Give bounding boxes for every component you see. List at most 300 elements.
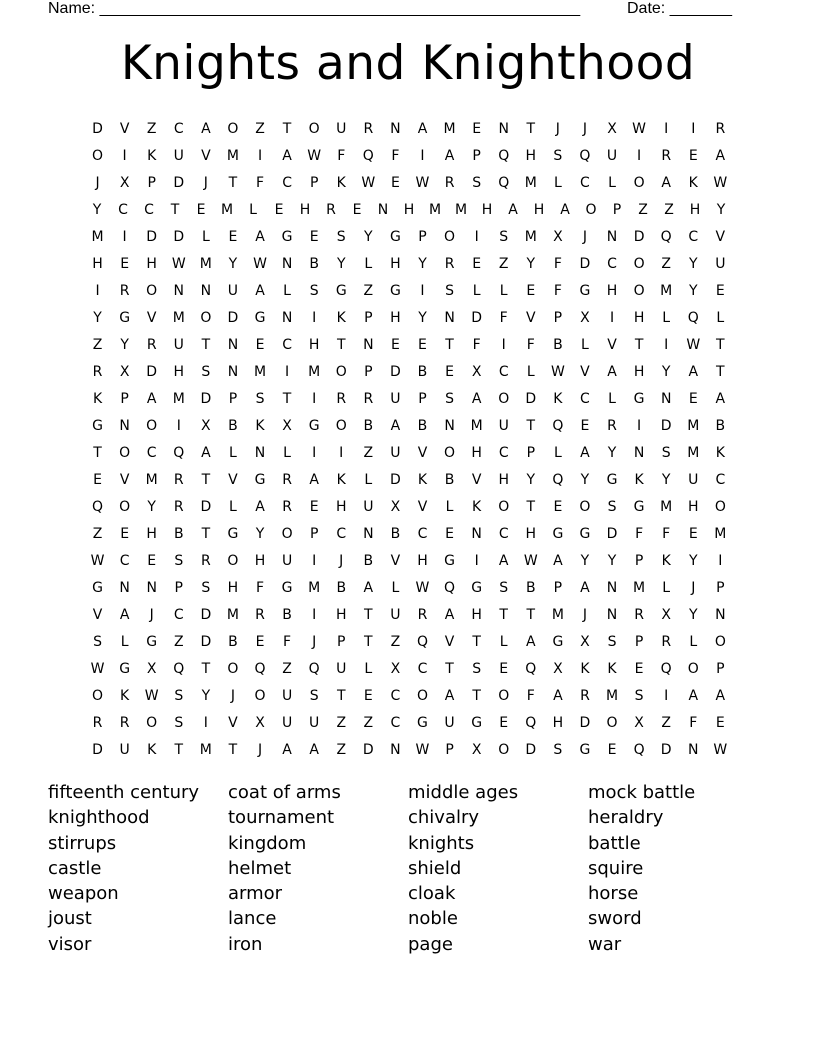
grid-row bbox=[84, 439, 734, 466]
grid-letter: L bbox=[553, 444, 562, 461]
grid-letter: C bbox=[144, 201, 154, 218]
grid-letter: Z bbox=[638, 201, 648, 218]
grid-letter: I bbox=[664, 336, 669, 353]
grid-letter: X bbox=[471, 363, 482, 380]
grid-letter: F bbox=[255, 174, 265, 191]
grid-letter: M bbox=[91, 228, 104, 245]
grid-letter: B bbox=[228, 633, 238, 650]
grid-letter: M bbox=[687, 417, 700, 434]
grid-letter: A bbox=[715, 687, 726, 704]
grid-letter: F bbox=[526, 336, 535, 353]
grid-letter: S bbox=[634, 687, 644, 704]
grid-letter: M bbox=[145, 471, 158, 488]
grid-letter: N bbox=[606, 579, 618, 596]
grid-letter: I bbox=[501, 336, 506, 353]
grid-letter: Y bbox=[92, 201, 102, 218]
grid-letter: O bbox=[308, 120, 320, 137]
word-list-item: weapon bbox=[48, 883, 119, 905]
grid-letter: N bbox=[498, 120, 509, 137]
grid-letter: A bbox=[390, 417, 401, 434]
grid-letter: G bbox=[444, 552, 455, 569]
grid-letter: M bbox=[226, 606, 239, 623]
grid-letter: R bbox=[715, 120, 726, 137]
grid-letter: A bbox=[715, 147, 726, 164]
grid-letter: T bbox=[336, 687, 346, 704]
grid-letter: R bbox=[661, 633, 672, 650]
grid-letter: L bbox=[229, 444, 237, 461]
grid-letter: C bbox=[390, 714, 401, 731]
grid-letter: E bbox=[93, 471, 102, 488]
grid-letter: Q bbox=[552, 471, 564, 488]
grid-letter: E bbox=[472, 120, 482, 137]
grid-letter: A bbox=[508, 201, 518, 218]
grid-letter: T bbox=[201, 660, 211, 677]
grid-letter: E bbox=[120, 255, 130, 272]
grid-letter: S bbox=[174, 687, 184, 704]
grid-letter: E bbox=[390, 174, 400, 191]
grid-letter: O bbox=[227, 660, 239, 677]
word-list-item: mock battle bbox=[588, 782, 696, 803]
grid-letter: E bbox=[274, 201, 284, 218]
grid-letter: W bbox=[171, 255, 186, 272]
grid-letter: S bbox=[336, 228, 346, 245]
grid-letter: M bbox=[524, 174, 537, 191]
grid-letter: U bbox=[390, 444, 401, 461]
grid-row bbox=[84, 655, 734, 682]
grid-letter: N bbox=[444, 417, 455, 434]
grid-letter: P bbox=[364, 363, 373, 380]
grid-letter: H bbox=[552, 714, 564, 731]
grid-letter: Y bbox=[688, 255, 698, 272]
grid-letter: G bbox=[308, 417, 320, 434]
grid-row bbox=[84, 466, 734, 493]
grid-letter: L bbox=[689, 633, 698, 650]
grid-letter: J bbox=[95, 174, 100, 191]
grid-letter: X bbox=[607, 120, 617, 137]
grid-letter: D bbox=[200, 390, 212, 407]
grid-letter: R bbox=[326, 201, 336, 218]
grid-letter: B bbox=[336, 579, 347, 596]
grid-letter: D bbox=[200, 498, 212, 515]
grid-letter: G bbox=[389, 282, 401, 299]
grid-letter: Q bbox=[362, 147, 374, 164]
grid-letter: O bbox=[119, 498, 131, 515]
grid-letter: J bbox=[149, 606, 154, 623]
grid-letter: Y bbox=[661, 363, 671, 380]
grid-letter: T bbox=[282, 120, 292, 137]
grid-letter: N bbox=[119, 417, 130, 434]
grid-letter: K bbox=[472, 498, 482, 515]
header bbox=[48, 0, 748, 20]
grid-letter: A bbox=[607, 363, 617, 380]
date-field-label: Date: _______ bbox=[627, 0, 732, 17]
grid-letter: C bbox=[146, 444, 157, 461]
grid-letter: V bbox=[119, 120, 130, 137]
grid-letter: Z bbox=[92, 525, 103, 542]
grid-letter: Q bbox=[444, 579, 456, 596]
grid-letter: Y bbox=[418, 255, 427, 272]
grid-row bbox=[84, 628, 734, 655]
grid-letter: H bbox=[417, 552, 428, 569]
grid-letter: H bbox=[687, 498, 699, 515]
grid-letter: P bbox=[716, 579, 725, 596]
grid-letter: P bbox=[418, 390, 427, 407]
grid-letter: N bbox=[227, 363, 239, 380]
word-list-item: joust bbox=[48, 908, 92, 930]
grid-letter: T bbox=[445, 336, 454, 353]
grid-letter: S bbox=[553, 147, 563, 164]
grid-letter: I bbox=[122, 147, 127, 164]
grid-letter: A bbox=[146, 390, 157, 407]
word-list-item: castle bbox=[48, 857, 102, 879]
grid-letter: N bbox=[281, 309, 293, 326]
grid-letter: O bbox=[444, 444, 456, 461]
grid-letter: D bbox=[660, 741, 672, 758]
grid-letter: L bbox=[662, 309, 671, 326]
grid-letter: S bbox=[445, 282, 454, 299]
word-list-item: middle ages bbox=[408, 782, 519, 803]
grid-letter: P bbox=[228, 390, 238, 407]
grid-letter: N bbox=[606, 228, 618, 245]
grid-letter: M bbox=[714, 525, 727, 542]
grid-letter: F bbox=[553, 255, 562, 272]
grid-letter: L bbox=[608, 174, 616, 191]
grid-letter: U bbox=[715, 255, 726, 272]
grid-row bbox=[84, 331, 734, 358]
grid-letter: U bbox=[281, 687, 293, 704]
grid-letter: H bbox=[254, 552, 266, 569]
grid-letter: L bbox=[499, 282, 508, 299]
grid-letter: M bbox=[687, 444, 700, 461]
grid-letter: B bbox=[553, 336, 563, 353]
grid-letter: E bbox=[120, 525, 130, 542]
grid-letter: O bbox=[687, 660, 699, 677]
grid-letter: X bbox=[255, 714, 265, 731]
grid-letter: N bbox=[660, 390, 672, 407]
grid-letter: U bbox=[281, 714, 293, 731]
grid-letter: F bbox=[689, 714, 698, 731]
grid-letter: A bbox=[688, 363, 699, 380]
grid-letter: Y bbox=[147, 498, 156, 515]
grid-letter: G bbox=[92, 417, 103, 434]
grid-letter: N bbox=[390, 120, 401, 137]
grid-letter: B bbox=[390, 525, 401, 542]
grid-letter: S bbox=[174, 714, 184, 731]
grid-letter: U bbox=[688, 471, 699, 488]
grid-letter: A bbox=[560, 201, 570, 218]
grid-letter: D bbox=[390, 363, 401, 380]
grid-letter: S bbox=[445, 390, 454, 407]
grid-letter: C bbox=[417, 525, 428, 542]
grid-letter: E bbox=[352, 201, 362, 218]
grid-letter: T bbox=[472, 633, 481, 650]
grid-letter: W bbox=[415, 579, 430, 596]
grid-letter: A bbox=[444, 606, 455, 623]
grid-letter: P bbox=[147, 174, 156, 191]
grid-letter: L bbox=[283, 282, 291, 299]
grid-letter: N bbox=[688, 741, 699, 758]
grid-letter: I bbox=[312, 552, 317, 569]
grid-letter: F bbox=[255, 579, 265, 596]
grid-letter: Q bbox=[633, 741, 645, 758]
grid-letter: E bbox=[688, 390, 698, 407]
grid-letter: E bbox=[147, 552, 157, 569]
grid-letter: E bbox=[255, 633, 265, 650]
grid-letter: U bbox=[390, 390, 401, 407]
grid-letter: B bbox=[173, 525, 184, 542]
grid-letter: V bbox=[715, 228, 726, 245]
grid-letter: N bbox=[715, 606, 726, 623]
grid-letter: X bbox=[146, 660, 157, 677]
grid-letter: G bbox=[471, 579, 483, 596]
grid-letter: A bbox=[715, 390, 726, 407]
grid-letter: S bbox=[553, 741, 563, 758]
grid-letter: X bbox=[553, 660, 563, 677]
grid-letter: M bbox=[199, 255, 212, 272]
grid-letter: E bbox=[445, 363, 454, 380]
word-list-item: armor bbox=[228, 883, 283, 905]
grid-letter: A bbox=[282, 147, 292, 164]
grid-row bbox=[84, 520, 734, 547]
grid-letter: D bbox=[579, 714, 591, 731]
grid-letter: W bbox=[550, 363, 565, 380]
grid-letter: V bbox=[580, 363, 590, 380]
grid-letter: W bbox=[523, 552, 538, 569]
grid-letter: R bbox=[282, 471, 292, 488]
grid-letter: I bbox=[691, 120, 696, 137]
grid-letter: R bbox=[336, 390, 347, 407]
word-list-item: chivalry bbox=[408, 807, 480, 829]
word-list-item: sword bbox=[588, 908, 642, 930]
grid-letter: H bbox=[335, 606, 347, 623]
grid-letter: S bbox=[93, 633, 102, 650]
grid-letter: D bbox=[362, 741, 374, 758]
grid-letter: G bbox=[471, 714, 483, 731]
grid-letter: L bbox=[364, 660, 373, 677]
grid-letter: O bbox=[444, 228, 456, 245]
grid-letter: R bbox=[92, 714, 103, 731]
grid-letter: S bbox=[201, 363, 211, 380]
grid-letter: Q bbox=[173, 444, 185, 461]
grid-row bbox=[84, 250, 734, 277]
grid-letter: H bbox=[498, 471, 509, 488]
grid-letter: K bbox=[120, 687, 130, 704]
grid-letter: E bbox=[580, 417, 590, 434]
grid-letter: N bbox=[119, 579, 130, 596]
grid-letter: I bbox=[420, 282, 425, 299]
grid-letter: I bbox=[664, 687, 669, 704]
grid-letter: Y bbox=[526, 471, 536, 488]
grid-letter: W bbox=[90, 552, 105, 569]
grid-letter: E bbox=[499, 714, 509, 731]
grid-row bbox=[84, 682, 734, 709]
grid-letter: Q bbox=[525, 660, 537, 677]
grid-letter: S bbox=[499, 228, 509, 245]
grid-letter: A bbox=[444, 687, 455, 704]
grid-letter: R bbox=[444, 174, 455, 191]
grid-letter: L bbox=[249, 201, 257, 218]
grid-letter: D bbox=[525, 390, 537, 407]
grid-letter: H bbox=[689, 201, 701, 218]
grid-letter: O bbox=[579, 498, 591, 515]
grid-letter: W bbox=[415, 174, 430, 191]
grid-letter: T bbox=[364, 606, 373, 623]
grid-letter: T bbox=[201, 525, 211, 542]
grid-letter: K bbox=[553, 390, 563, 407]
grid-letter: P bbox=[418, 228, 427, 245]
word-list-item: kingdom bbox=[228, 832, 307, 854]
grid-letter: K bbox=[147, 147, 157, 164]
grid-letter: O bbox=[119, 444, 131, 461]
grid-letter: V bbox=[228, 471, 238, 488]
grid-letter: E bbox=[715, 282, 725, 299]
grid-letter: S bbox=[309, 687, 319, 704]
grid-letter: V bbox=[526, 309, 536, 326]
grid-letter: Q bbox=[498, 147, 510, 164]
grid-letter: L bbox=[120, 633, 129, 650]
page-title: Knights and Knighthood bbox=[120, 36, 696, 91]
word-list-item: war bbox=[588, 933, 622, 955]
grid-letter: A bbox=[363, 579, 374, 596]
grid-letter: Q bbox=[660, 660, 672, 677]
grid-letter: L bbox=[229, 498, 237, 515]
grid-letter: K bbox=[607, 660, 617, 677]
grid-row bbox=[84, 736, 734, 763]
grid-letter: W bbox=[713, 174, 728, 191]
grid-letter: V bbox=[92, 606, 103, 623]
word-list-item: heraldry bbox=[588, 807, 664, 829]
grid-letter: Y bbox=[526, 255, 536, 272]
grid-letter: M bbox=[172, 309, 185, 326]
grid-letter: I bbox=[122, 228, 127, 245]
grid-letter: N bbox=[633, 444, 645, 461]
grid-letter: T bbox=[472, 687, 481, 704]
grid-letter: Y bbox=[607, 552, 617, 569]
grid-letter: D bbox=[146, 228, 158, 245]
grid-letter: H bbox=[390, 255, 401, 272]
grid-letter: U bbox=[363, 498, 374, 515]
grid-letter: A bbox=[201, 120, 211, 137]
grid-letter: W bbox=[361, 174, 376, 191]
grid-letter: S bbox=[607, 633, 617, 650]
grid-letter: R bbox=[119, 282, 130, 299]
grid-letter: N bbox=[146, 579, 157, 596]
word-list-item: cloak bbox=[408, 883, 456, 905]
grid-letter: T bbox=[201, 336, 211, 353]
grid-letter: M bbox=[172, 390, 185, 407]
grid-letter: O bbox=[281, 525, 293, 542]
grid-letter: E bbox=[688, 147, 698, 164]
grid-letter: J bbox=[312, 633, 317, 650]
grid-letter: O bbox=[498, 390, 510, 407]
grid-letter: Y bbox=[418, 309, 427, 326]
grid-letter: Y bbox=[201, 687, 211, 704]
grid-letter: Z bbox=[363, 714, 374, 731]
grid-letter: Y bbox=[607, 444, 617, 461]
grid-row bbox=[84, 412, 734, 439]
grid-letter: J bbox=[339, 552, 344, 569]
grid-letter: Y bbox=[255, 525, 265, 542]
grid-letter: J bbox=[582, 120, 588, 137]
grid-letter: V bbox=[471, 471, 482, 488]
grid-letter: E bbox=[255, 336, 265, 353]
grid-letter: T bbox=[228, 741, 238, 758]
grid-letter: T bbox=[499, 606, 508, 623]
word-list-item: coat of arms bbox=[228, 782, 341, 803]
grid-letter: T bbox=[445, 660, 454, 677]
grid-letter: L bbox=[201, 228, 210, 245]
grid-letter: O bbox=[227, 552, 239, 569]
grid-letter: F bbox=[283, 633, 292, 650]
word-list-item: knights bbox=[408, 832, 475, 854]
grid-letter: D bbox=[633, 228, 645, 245]
grid-row bbox=[84, 601, 734, 628]
grid-letter: C bbox=[580, 174, 590, 191]
grid-letter: T bbox=[174, 741, 184, 758]
grid-letter: R bbox=[634, 606, 644, 623]
grid-letter: X bbox=[390, 498, 401, 515]
grid-letter: D bbox=[200, 606, 212, 623]
grid-letter: B bbox=[444, 471, 455, 488]
word-list-item: tournament bbox=[228, 807, 335, 829]
word-list-item: knighthood bbox=[48, 807, 150, 829]
word-list-item: battle bbox=[588, 832, 641, 854]
grid-letter: M bbox=[551, 606, 564, 623]
grid-letter: Z bbox=[498, 255, 509, 272]
grid-letter: I bbox=[420, 147, 425, 164]
grid-letter: K bbox=[255, 417, 265, 434]
grid-letter: E bbox=[418, 336, 427, 353]
grid-letter: N bbox=[390, 741, 401, 758]
grid-letter: Q bbox=[498, 174, 510, 191]
grid-letter: Q bbox=[525, 714, 537, 731]
word-search-grid bbox=[84, 115, 734, 763]
grid-letter: Y bbox=[364, 228, 373, 245]
grid-letter: S bbox=[201, 579, 211, 596]
grid-letter: C bbox=[498, 363, 509, 380]
grid-letter: W bbox=[686, 336, 701, 353]
grid-letter: S bbox=[309, 282, 319, 299]
grid-letter: A bbox=[580, 444, 590, 461]
grid-letter: X bbox=[282, 417, 292, 434]
grid-letter: H bbox=[525, 147, 537, 164]
grid-letter: U bbox=[173, 336, 184, 353]
grid-letter: B bbox=[417, 417, 428, 434]
grid-letter: D bbox=[227, 309, 239, 326]
grid-letter: Q bbox=[173, 660, 185, 677]
grid-letter: A bbox=[282, 741, 292, 758]
grid-letter: Z bbox=[92, 336, 103, 353]
grid-letter: E bbox=[309, 498, 319, 515]
grid-letter: H bbox=[308, 336, 320, 353]
grid-letter: N bbox=[363, 336, 374, 353]
grid-letter: P bbox=[716, 660, 725, 677]
grid-letter: W bbox=[632, 120, 647, 137]
grid-letter: A bbox=[444, 147, 455, 164]
grid-letter: K bbox=[336, 309, 346, 326]
grid-letter: E bbox=[634, 660, 644, 677]
grid-letter: O bbox=[498, 687, 510, 704]
grid-letter: F bbox=[472, 336, 481, 353]
grid-letter: M bbox=[226, 147, 239, 164]
word-list bbox=[48, 780, 768, 957]
grid-letter: N bbox=[444, 309, 455, 326]
grid-letter: H bbox=[533, 201, 545, 218]
grid-letter: Y bbox=[580, 471, 590, 488]
grid-letter: E bbox=[607, 741, 617, 758]
grid-letter: D bbox=[390, 471, 401, 488]
grid-letter: B bbox=[228, 417, 238, 434]
